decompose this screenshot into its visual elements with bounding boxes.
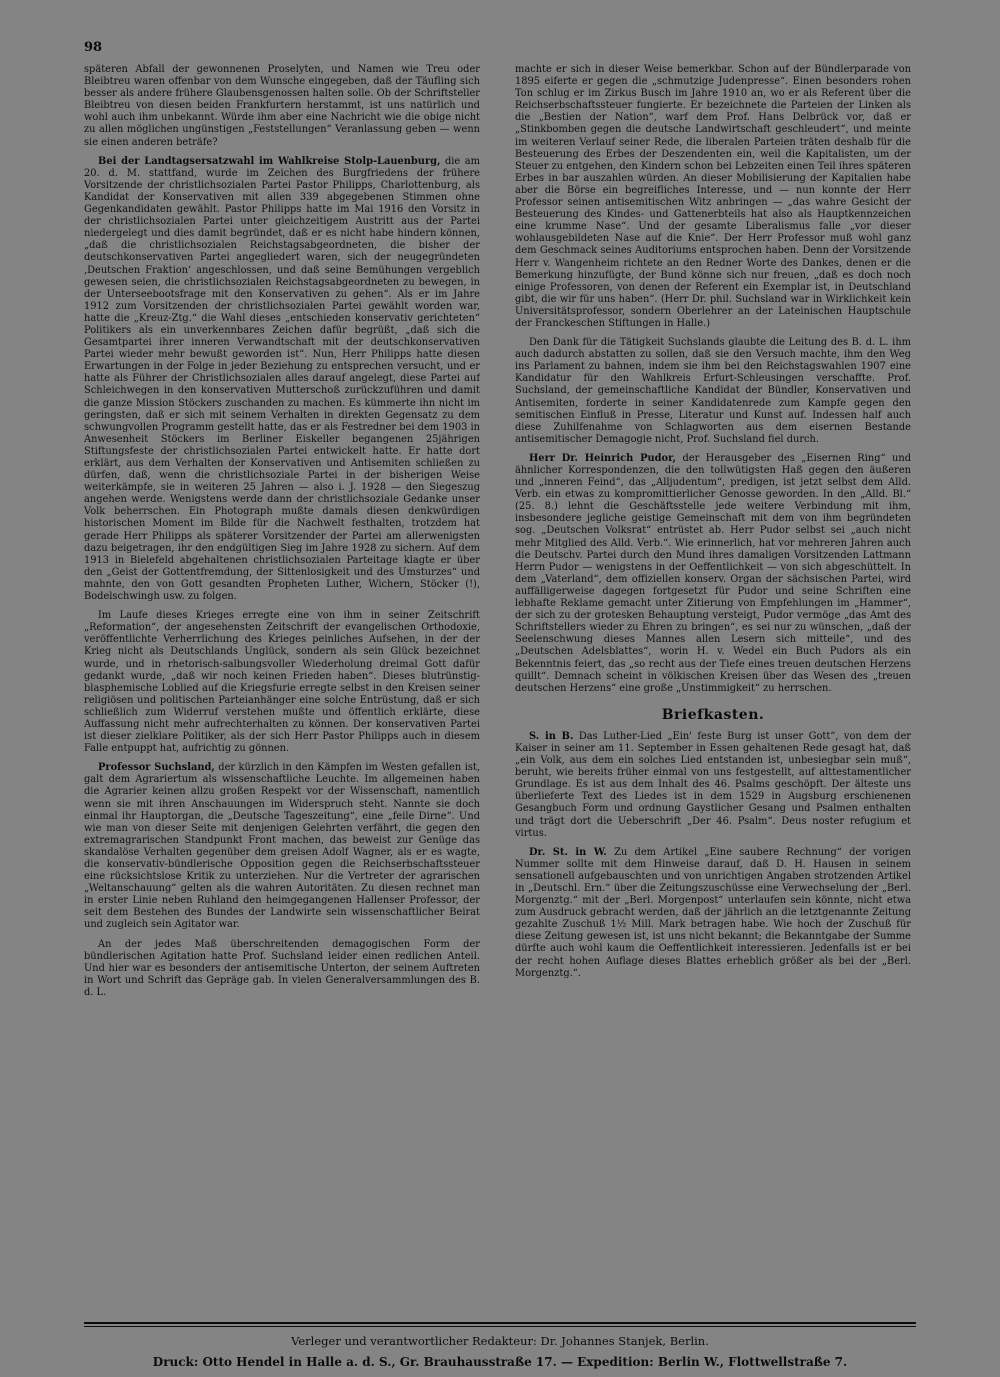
paragraph-continuation: späteren Abfall der gewonnenen Proselyten, und Namen wie Treu oder Bleibtreu waren offenbar von dem Wunsche eingegeben, daß der Täufling sich besser als andere frühere Glaubensgenossen halten solle. Ob der Schriftsteller Bleibtreu von diesen beiden Frankfurtern herstammt, ist uns natürlich und wohl auch ihm unbekannt. Würde ihm aber eine Nachricht wie die obige nicht zu allen möglichen ungünstigen „Feststellungen“ Veranlassung geben — wenn sie einen anderen beträfe? — [84, 64, 480, 148]
paragraph-dank: Den Dank für die Tätigkeit Suchslands glaubte die Leitung des B. d. L. ihm auch dadurch abstatten zu sollen, daß sie den Versuch machte, ihm den Weg ins Parlament zu bahnen, indem sie ihm bei den Reichstagswahlen 1907 eine Kandidatur für den Wahlkreis Erfurt-Schleusingen verschaffte. Prof. Suchsland, der gemeinschaftliche Kandidat der Bündler, Konservativen und Antisemiten, forderte in seiner Kandidatenrede zum Kampfe gegen den semitischen Einfluß in Presse, Literatur und Kunst auf. Indessen half auch diese Zuhilfenahme von Schlagworten aus dem eisernen Bestande antisemitischer Demagogie nicht, Prof. Suchsland fiel durch. — [515, 337, 911, 445]
page-number: 98 — [84, 40, 103, 55]
briefkasten-entry: S. in B. Das Luther-Lied „Ein' feste Burg ist unser Gott“, von dem der Kaiser in seiner am 11. September in Essen gehaltenen Rede gesagt hat, daß „ein Volk, aus dem ein solches Lied entstanden ist, unbesiegbar sein muß“, beruht, wie bereits früher einmal von uns festgestellt, auf alttestamentlicher Grundlage. Es ist aus dem Inhalt des 46. Psalms geschöpft. Der älteste uns überlieferte Text des Liedes ist in dem 1529 in Augsburg erschienenen Gesangbuch Form und ordnung Gaystlicher Gesang und Psalmen enthalten und trägt dort die Ueberschrift „Der 46. Psalm“. Deus noster refugium et virtus. — [515, 730, 911, 839]
paragraph-bemerkbar: machte er sich in dieser Weise bemerkbar. Schon auf der Bündlerparade von 1895 eiferte er gegen die „schmutzige Judenpresse“. Einen besonders rohen Ton schlug er im Zirkus Busch im Jahre 1910 an, wo er als Referent über die Reichserbschaftssteuer fungierte. Er bezeichnete die Parteien der Linken als die „Bestien der Nation“, warf dem Prof. Hans Delbrück vor, daß er „Stinkbomben gegen die deutsche Landwirtschaft geschleudert“, und meinte im weiteren Verlauf seiner Rede, die liberalen Parteien träten deshalb für die Besteuerung des Erbes der Deszendenten ein, weil die Kapitalisten, um der Steuer zu entgehen, den Kindern schon bei Lebzeiten einen Teil ihres späteren Erbes in bar auszahlen würden. An dieser Mobilisierung der Kapitalien habe aber die Börse ein begreifliches Interesse, und — nun konnte der Herr Professor seinen antisemitischen Witz anbringen — „das wahre Gesicht der Besteuerung des Kindes- und Gattenerbteils hat also als Hauptkennzeichen eine krumme Nase“. Und der gesamte Liberalismus falle „vor dieser wohlausgebildeten Nase auf die Knie“. Der Herr Professor muß wohl ganz dem Geschmack seines Auditoriums entsprochen haben. Denn der Vorsitzende Herr v. Wangenheim richtete an den Redner Worte des Dankes, denen er die Bemerkung hinzufügte, der Bund könne sich nur freuen, „daß es doch noch einige Professoren, von denen der Referent ein Exemplar ist, in Deutschland gibt, die wir für uns haben“. (Herr Dr. phil. Suchsland war in Wirklichkeit kein Universitätsprofessor, sondern Oberlehrer an der Lateinischen Hauptschule der Franckeschen Stiftungen in Halle.) — [515, 64, 911, 329]
paragraph-suchsland: Professor Suchsland, der kürzlich in den Kämpfen im Westen gefallen ist, galt dem Agrariertum als wissenschaftliche Leuchte. Im allgemeinen haben die Agrarier keinen allzu großen Respekt vor der Wissenschaft, namentlich wenn sie mit ihren Anschauungen im Widerspruch steht. Nannte sie doch einmal ihr Hauptorgan, die „Deutsche Tageszeitung“, eine „feile Dirne“. Und wie man von dieser Seite mit denjenigen Gelehrten verfährt, die gegen den extremagrarischen Standpunkt Front machen, das beweist zur Genüge das skandalöse Verhalten gegenüber dem greisen Adolf Wagner, als er es wagte, die konservativ-bündlerische Opposition gegen die Reichserbschaftssteuer eine rücksichtslose Kritik zu unterziehen. Nur die Vertreter der agrarischen „Weltanschauung“ gelten als die wahren Autoritäten. Zu diesen rechnet man in erster Linie neben Ruhland den heimgegangenen Hallenser Professor, der seit dem Bestehen des Bundes der Landwirte sein wissenschaftlicher Beirat und zugleich sein Agitator war. — [84, 762, 480, 931]
footer-rule — [84, 1326, 916, 1327]
paragraph-agitation: An der jedes Maß überschreitenden demagogischen Form der bündlerischen Agitation hatte Prof. Suchsland leider einen redlichen Anteil. Und hier war es besonders der antisemitische Unterton, der seinem Auftreten in Wort und Schrift das Gepräge gab. In vielen Generalversammlungen des B. d. L. — [84, 938, 480, 998]
paragraph-krieg: Im Laufe dieses Krieges erregte eine von ihm in seiner Zeitschrift „Reformation“, der angesehensten Zeitschrift der evangelischen Orthodoxie, veröffentlichte Verherrlichung des Krieges peinliches Aufsehen, in der der Krieg nicht als Deutschlands Unglück, sondern als sein Glück bezeichnet wurde, und in rhetorisch-salbungsvoller Wiederholung dreimal Gott dafür gedankt wurde, „daß wir noch keinen Frieden haben“. Dieses blutrünstig-blasphemische Loblied auf die Kriegsfurie erregte selbst in den Kreisen seiner religiösen und politischen Parteianhänger eine solche Entrüstung, daß er sich schließlich zum Widerruf verstehen mußte und öffentlich erklärte, diese Auffassung nicht mehr aufrechterhalten zu können. Der konservativen Partei ist dieser zielklare Politiker, als der sich Herr Pastor Philipps auch in diesem Falle entpuppt hat, aufrichtig zu gönnen. — [84, 610, 480, 755]
paragraph-stolp-lauenburg: Bei der Landtagsersatzwahl im Wahlkreise Stolp-Lauenburg, die am 20. d. M. stattfand, wurde im Zeichen des Burgfriedens der frühere Vorsitzende der christlichsozialen Partei Pastor Philipps, Charlottenburg, als Kandidat der Konservativen mit allen 339 abgegebenen Stimmen ohne Gegenkandidaten gewählt. Pastor Philipps hatte im Mai 1916 den Vorsitz in der christlichsozialen Partei unter gleichzeitigem Austritt aus der Partei niedergelegt und dies damit begründet, daß er es nicht habe hindern können, „daß die christlichsozialen Reichstagsabgeordneten, die bisher der deutschkonservativen Partei angegliedert waren, sich der neugegründeten ‚Deutschen Fraktion‘ angeschlossen, und daß seine Bemühungen vergeblich gewesen seien, die christlichsozialen Reichstagsabgeordneten zu bewegen, in der Unterseebootsfrage mit den Konservativen zu gehen“. Als er im Jahre 1912 zum Vorsitzenden der christlichsozialen Partei gewählt worden war, hatte die „Kreuz-Ztg.“ die Wahl dieses „entschieden konservativ gerichteten“ Politikers als ein unverkennbares Zeichen dafür begrüßt, „daß sich die Gesamtpartei ihrer inneren Verwandtschaft mit der deutschkonservativen Partei wieder mehr bewußt geworden ist“. Nun, Herr Philipps hatte diesen Erwartungen in der Folge in jeder Beziehung zu entsprechen versucht, und er hatte als Führer der Christlichsozialen alles darauf angelegt, diese Partei auf Schleichwegen in den konservativen Mutterschoß zurückzuführen und damit die ganze Mission Stöckers zuschanden zu machen. Es kümmerte ihn nicht im geringsten, daß er sich mit seinem Verhalten in direkten Gegensatz zu dem schwungvollen Programm gestellt hatte, das er als Festredner bei dem 1903 in Anwesenheit Stöckers im Berliner Eiskeller begangenen 25jährigen Stiftungsfeste der christlichsozialen Partei entwickelt hatte. Er hatte dort erklärt, aus dem Verhalten der Konservativen und Antisemiten schließen zu dürfen, daß, wenn die christlichsoziale Partei in der bisherigen Weise weiterkämpfe, sie in weiteren 25 Jahren — also i. J. 1928 — den Siegeszug angehen werde. Wenigstens werde dann der christlichsoziale Gedanke unser Volk beherrschen. Ein Photograph mußte damals diesen denkwürdigen historischen Moment im Bilde für die Nachwelt festhalten, trotzdem hat gerade Herr Philipps als späterer Vorsitzender der Partei am allerwenigsten dazu beigetragen, ihr den endgültigen Sieg im Jahre 1928 zu sichern. Auf dem 1913 in Bielefeld abgehaltenen christlichsozialen Parteitage klagte er über den „Geist der Gottentfremdung, der Sittenlosigkeit und des Umsturzes“ und mahnte, den von Gott gesandten Propheten Luther, Wichern, Stöcker (!), Bodelschwingh usw. zu folgen. — [84, 155, 480, 603]
left-column — [84, 64, 480, 1309]
right-column — [515, 64, 911, 1309]
publisher-line: Verleger und verantwortlicher Redakteur: Dr. Johannes Stanjek, Berlin. — [291, 1334, 709, 1348]
briefkasten-heading: Briefkasten. — [661, 706, 765, 723]
briefkasten-entry: Dr. St. in W. Zu dem Artikel „Eine saubere Rechnung“ der vorigen Nummer sollte mit dem Hinweise darauf, daß D. H. Hausen in seinem sensationell aufgebauschten und von unrichtigen Angaben strotzenden Artikel in „Deutschl. Ern.“ über die Zeitungszuschüsse eine Verwechselung der „Berl. Morgenztg.“ mit der „Berl. Morgenpost“ unterlaufen sein könnte, nicht etwa zum Ausdruck gebracht werden, daß der jährlich an die letztgenannte Zeitung gezahlte Zuschuß 1½ Mill. Mark betragen habe. Wie hoch der Zuschuß für diese Zeitung gewesen ist, ist uns nicht bekannt; die Bekanntgabe der Summe dürfte auch wohl kaum die Oeffentlichkeit interessieren. Jedenfalls ist er bei der recht hohen Auflage dieses Blattes erheblich größer als bei der „Berl. Morgenztg.“. — [515, 846, 911, 979]
paragraph-pudor: Herr Dr. Heinrich Pudor, der Herausgeber des „Eisernen Ring“ und ähnlicher Korrespondenzen, die den tollwütigsten Haß gegen den äußeren und „inneren Feind“, das „Alljudentum“, predigen, ist jetzt selbst dem Alld. Verb. ein etwas zu kompromittierlicher Genosse geworden. In den „Alld. Bl.“ (25. 8.) lehnt die Geschäftsstelle jede weitere Verbindung mit ihm, insbesondere jegliche geistige Gemeinschaft mit dem von ihm begründeten sog. „Deutschen Volksrat“ entrüstet ab. Herr Pudor selbst sei „auch nicht mehr Mitglied des Alld. Verb.“. Wie erinnerlich, hat vor mehreren Jahren auch die Deutschv. Partei durch den Mund ihres damaligen Vorsitzenden Lattmann Herrn Pudor — wenigstens in der Oeffentlichkeit — von sich abgeschüttelt. In dem „Vaterland“, dem offiziellen konserv. Organ der sächsischen Partei, wird auffälligerweise dagegen fortgesetzt für Pudor und seine Schriften eine lebhafte Reklame gemacht unter Zitierung von Empfehlungen im „Hammer“, der sich zu der grotesken Behauptung versteigt, Pudor vermöge „das Amt des Schriftstellers wieder zu Ehren zu bringen“, es sei nur zu wünschen, „daß der Seelenschwung dieses Mannes allen Lesern sich mitteile“, und des „Deutschen Adelsblattes“, worin H. v. Wedel ein Buch Pudors als ein Bekenntnis feiert, das „so recht aus der Tiefe eines treuen deutschen Herzens quillt“. Demnach scheint in völkischen Kreisen über das Wesen des „treuen deutschen Herzens“ eine große „Unstimmigkeit“ zu herrschen. — [515, 452, 911, 694]
footer-rule — [84, 1322, 916, 1324]
printer-line: Druck: Otto Hendel in Halle a. d. S., Gr. Brauhausstraße 17. — Expedition: Berlin W., Flottwellstraße 7. — [152, 1355, 848, 1369]
